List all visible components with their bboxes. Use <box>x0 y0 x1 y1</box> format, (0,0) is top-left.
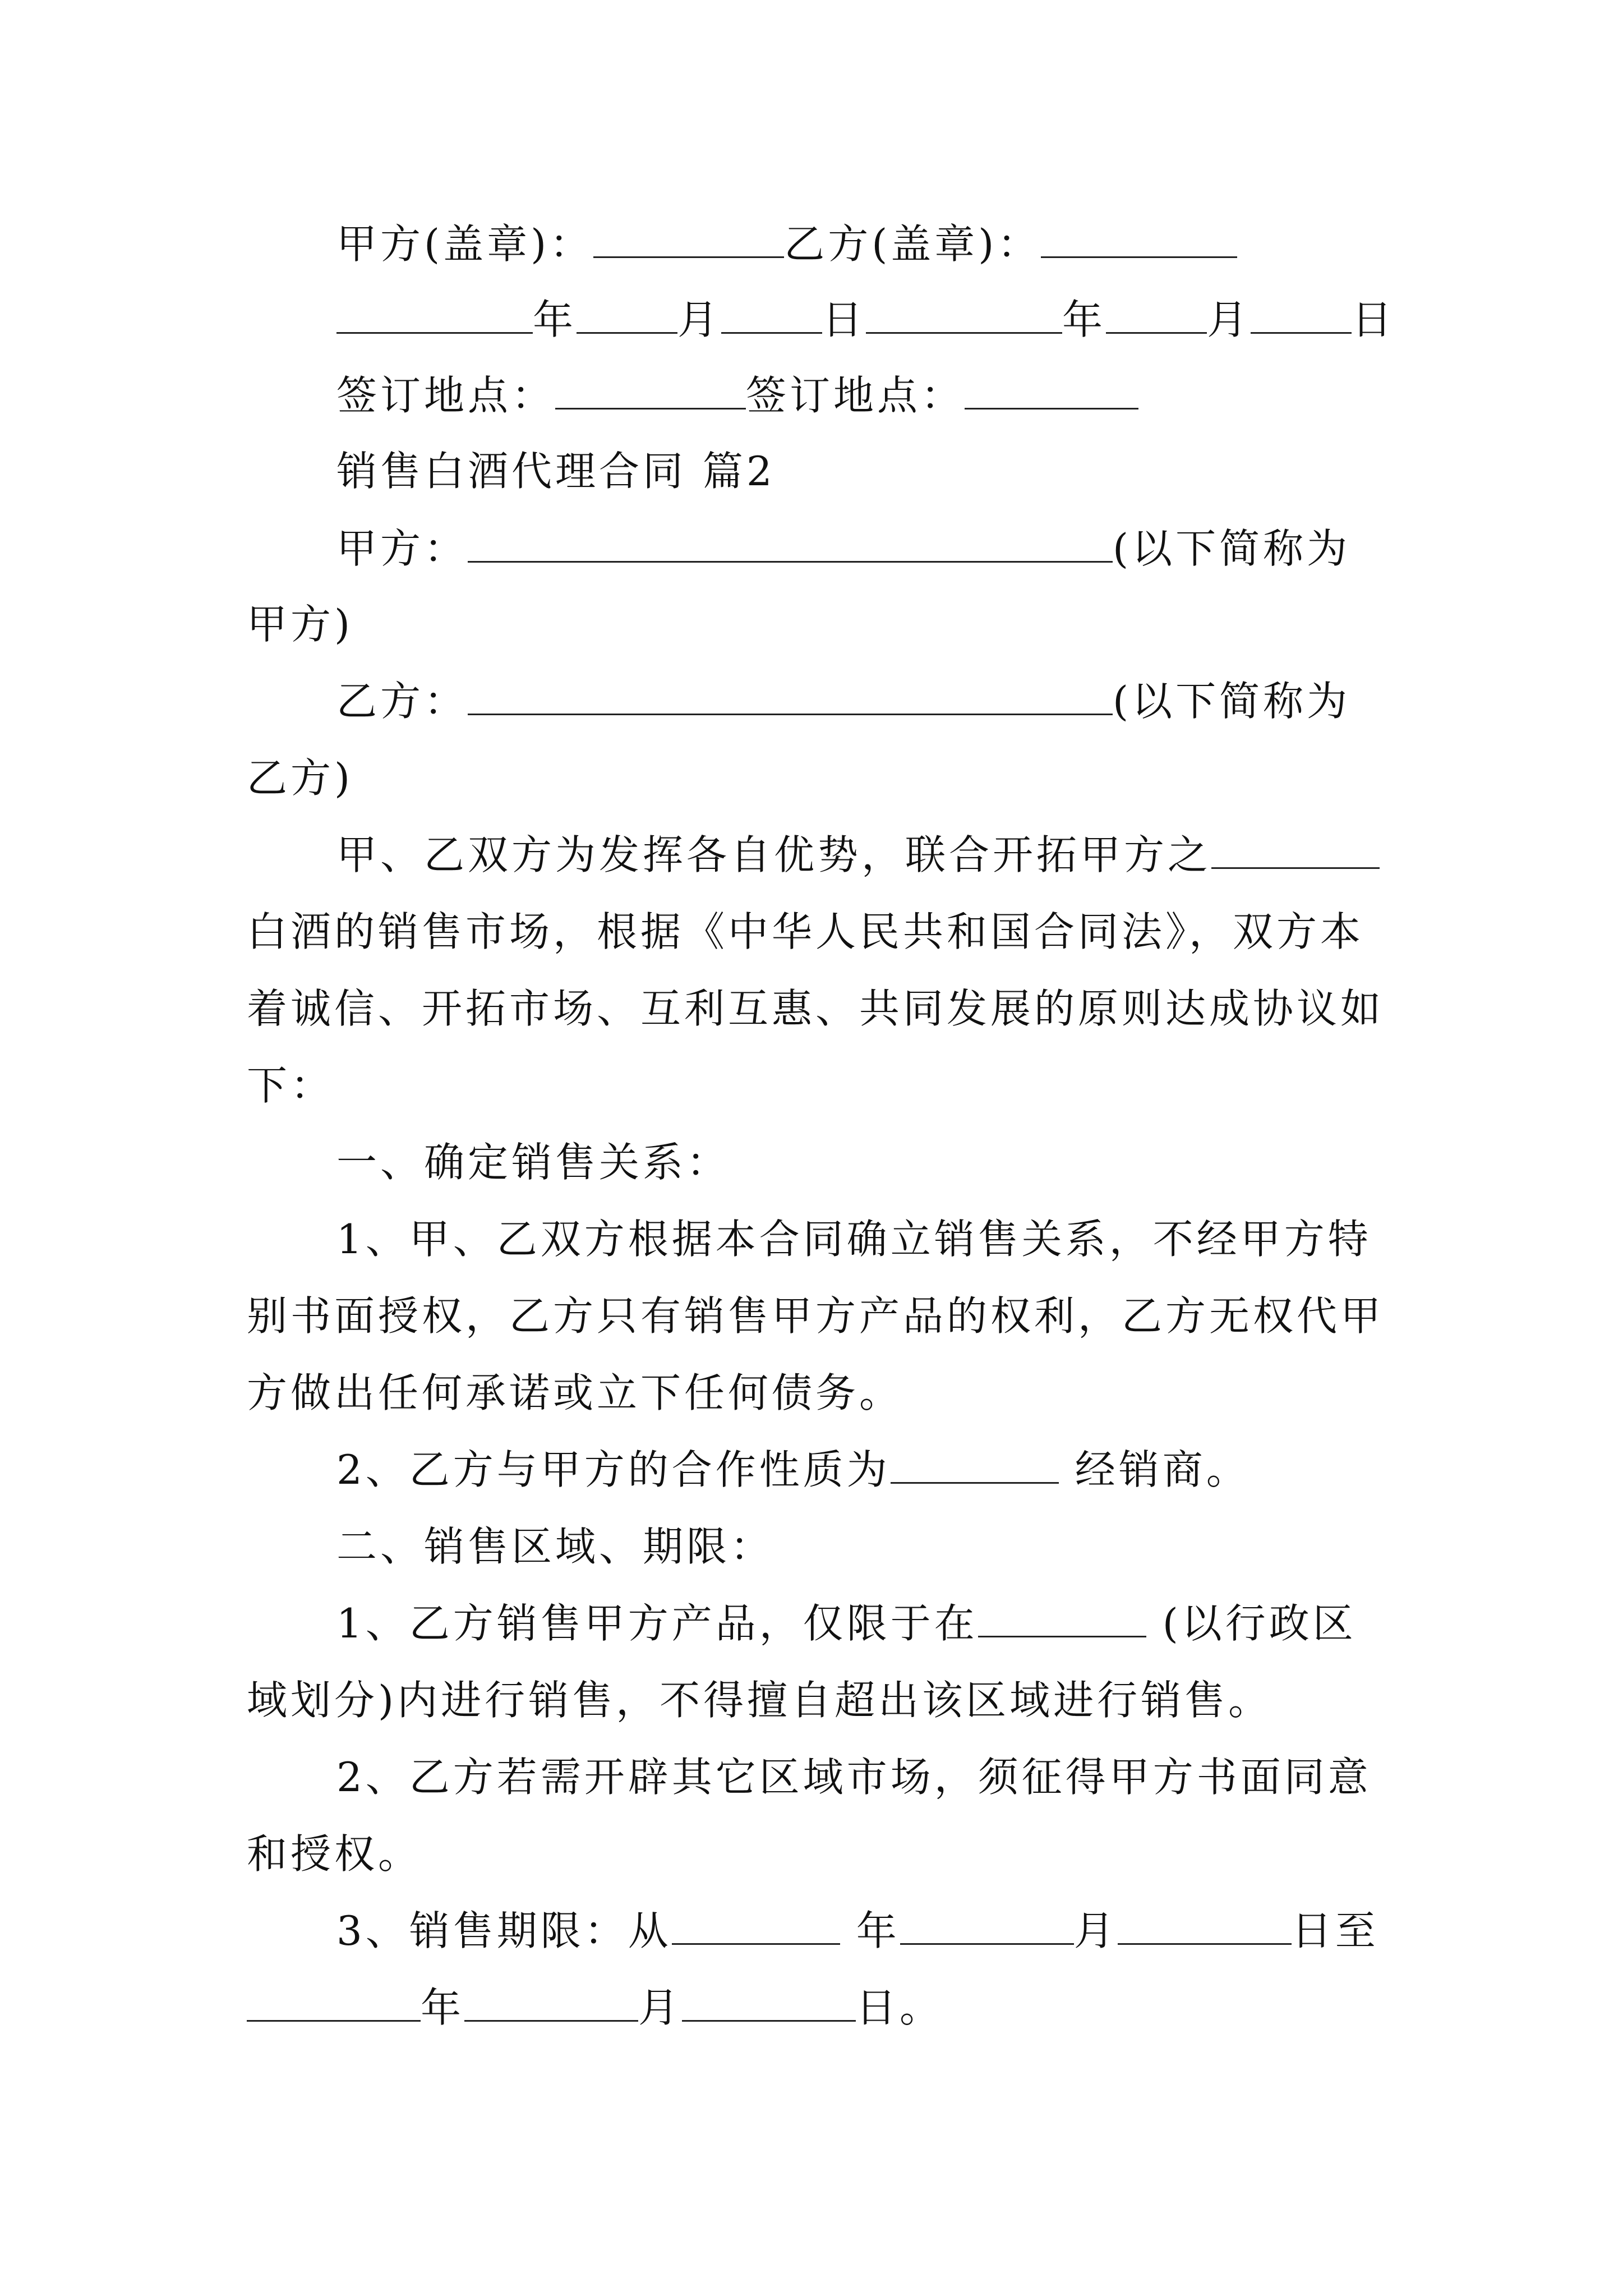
day-label: 日 <box>822 296 866 343</box>
seal-line <box>336 216 1237 272</box>
month-label: 月 <box>1073 1907 1118 1954</box>
party-a-seal-blank <box>593 223 784 258</box>
intro-text: 甲、乙双方为发挥各自优势，联合开拓甲方之 <box>336 831 1212 878</box>
blank <box>336 298 533 334</box>
clause-3-line-2: 域划分)内进行销售，不得擅自超出该区域进行销售。 <box>247 1677 1272 1724</box>
party-a-line <box>336 521 1350 577</box>
date-line <box>336 292 1395 348</box>
intro-line-2: 白酒的销售市场，根据《中华人民共和国合同法》，双方本 <box>247 908 1364 955</box>
blank <box>464 1986 638 2022</box>
year-label: 年 <box>1062 296 1106 343</box>
party-b-line <box>336 673 1350 729</box>
blank <box>247 1986 421 2022</box>
blank <box>1118 1910 1292 1945</box>
blank <box>577 298 677 334</box>
party-a-blank <box>468 527 1113 563</box>
clause-3-suffix: (以行政区 <box>1146 1600 1357 1647</box>
day-label: 日 <box>1352 296 1396 343</box>
blank <box>682 1986 856 2022</box>
clause-5-line-2 <box>247 1980 943 2036</box>
year-label: 年 <box>533 296 577 343</box>
blank <box>900 1910 1074 1945</box>
party-a-label: 甲方： <box>336 525 468 572</box>
party-b-seal-blank <box>1041 223 1237 258</box>
party-a-suffix: (以下简称为 <box>1113 525 1351 572</box>
blank <box>672 1910 840 1945</box>
clause-3-text: 1、乙方销售甲方产品，仅限于在 <box>336 1600 978 1647</box>
blank <box>1211 834 1380 869</box>
intro-line-3: 着诚信、开拓市场、互利互惠、共同发展的原则达成协议如 <box>247 985 1385 1032</box>
heading-1: 一、确定销售关系： <box>336 1139 731 1186</box>
day-label: 日至 <box>1291 1907 1379 1954</box>
blank <box>978 1602 1146 1637</box>
blank <box>1251 298 1352 334</box>
party-b-seal-label: 乙方(盖章)： <box>784 220 1041 268</box>
clause-2-line <box>336 1442 1250 1498</box>
blank <box>721 298 822 334</box>
sign-place-label: 签订地点： <box>746 372 965 419</box>
year-label: 年 <box>840 1907 900 1954</box>
party-b-cont: 乙方) <box>247 754 354 802</box>
clause-4-line-1: 2、乙方若需开辟其它区域市场，须征得甲方书面同意 <box>336 1754 1372 1801</box>
blank <box>555 374 746 409</box>
party-a-seal-label: 甲方(盖章)： <box>336 220 594 268</box>
party-b-label: 乙方： <box>336 678 468 725</box>
party-b-suffix: (以下简称为 <box>1113 678 1351 725</box>
clause-1-line-3: 方做出任何承诺或立下任何债务。 <box>247 1369 903 1416</box>
blank <box>891 1448 1059 1484</box>
blank <box>1106 298 1207 334</box>
intro-line-1 <box>336 827 1380 883</box>
month-label: 月 <box>638 1984 683 2031</box>
section-title: 销售白酒代理合同 篇2 <box>336 448 776 495</box>
party-b-blank <box>468 680 1113 715</box>
month-label: 月 <box>1207 296 1251 343</box>
party-a-cont: 甲方) <box>247 601 354 648</box>
clause-4-line-2: 和授权。 <box>247 1830 422 1878</box>
blank <box>965 374 1138 409</box>
sign-place-label: 签订地点： <box>336 372 556 419</box>
year-label: 年 <box>421 1984 465 2031</box>
month-label: 月 <box>677 296 722 343</box>
clause-1-line-1: 1、甲、乙双方根据本合同确立销售关系，不经甲方特 <box>336 1216 1372 1263</box>
day-label: 日。 <box>856 1984 944 2031</box>
clause-2-text: 2、乙方与甲方的合作性质为 <box>336 1446 891 1493</box>
sign-place-line <box>336 367 1138 424</box>
intro-line-4: 下： <box>247 1062 335 1109</box>
clause-1-line-2: 别书面授权，乙方只有销售甲方产品的权利，乙方无权代甲 <box>247 1292 1385 1340</box>
clause-5-text: 3、销售期限：从 <box>336 1907 672 1954</box>
clause-2-suffix: 经销商。 <box>1058 1446 1250 1493</box>
clause-3-line-1 <box>336 1595 1357 1651</box>
blank <box>866 298 1062 334</box>
clause-5-line-1 <box>336 1903 1379 1959</box>
heading-2: 二、销售区域、期限： <box>336 1523 774 1570</box>
